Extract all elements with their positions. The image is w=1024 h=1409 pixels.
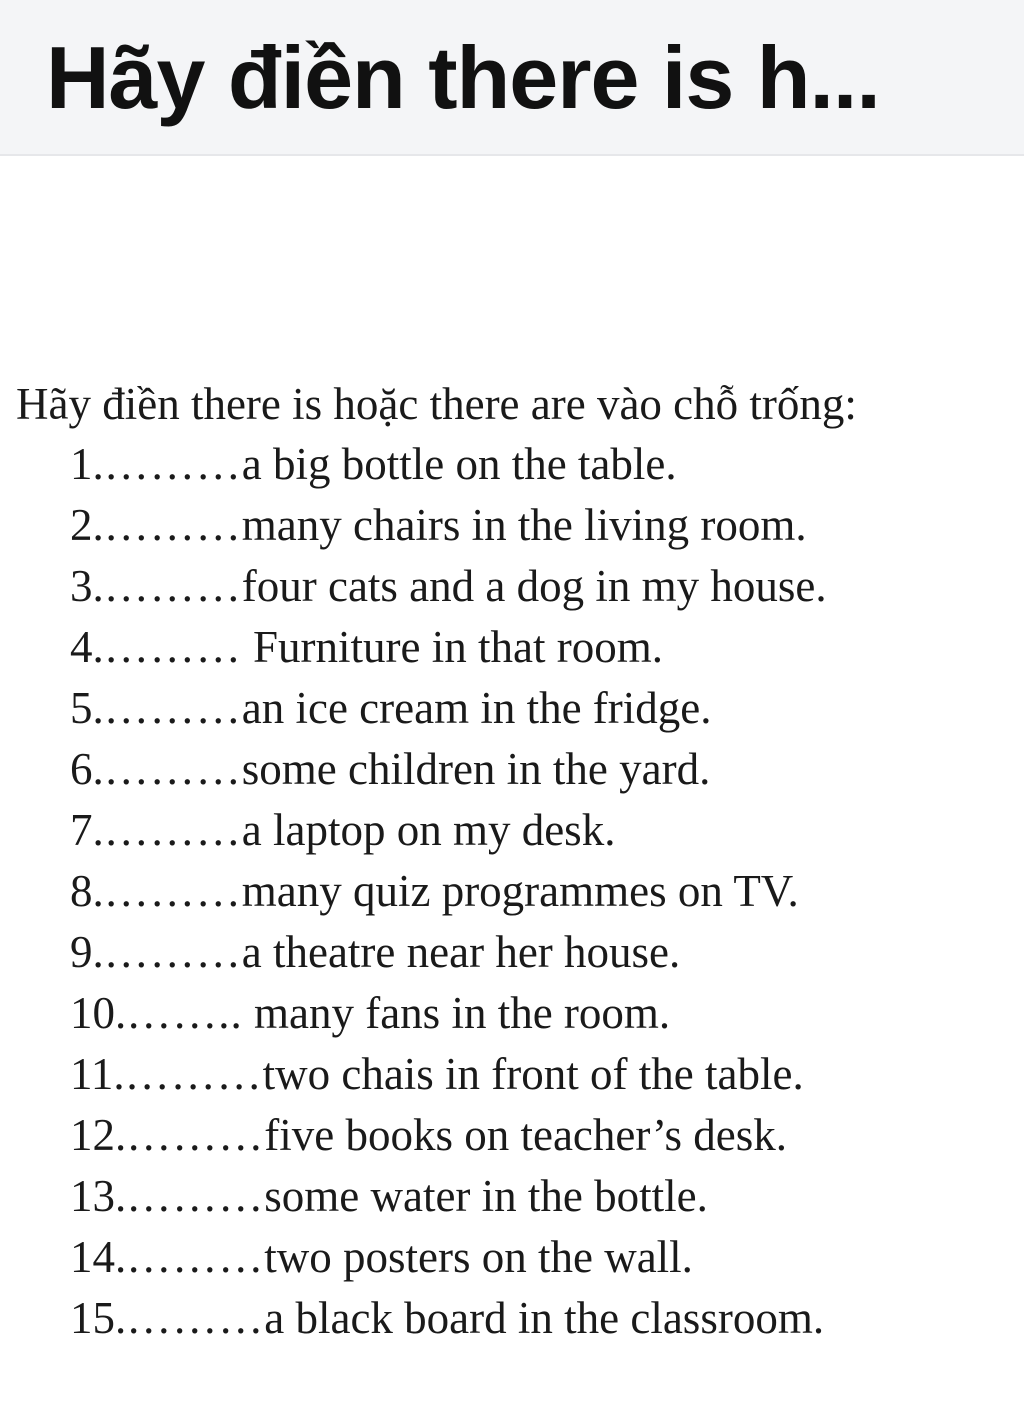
item-number: 6. (70, 744, 104, 794)
exercise-instruction: Hãy điền there is hoặc there are vào chỗ trống: (16, 379, 857, 429)
list-item (70, 1109, 787, 1161)
item-number: 12. (70, 1110, 127, 1160)
item-number: 4. (70, 622, 104, 672)
list-item (70, 1292, 824, 1344)
item-number: 10. (70, 988, 127, 1038)
item-text: many fans in the room. (242, 988, 671, 1038)
list-item (70, 560, 827, 612)
list-item (70, 621, 663, 673)
item-number: 5. (70, 683, 104, 733)
item-blank: …….. (126, 988, 243, 1038)
list-item (70, 1170, 708, 1222)
list-item (70, 987, 670, 1039)
item-number: 8. (70, 866, 104, 916)
list-item (70, 926, 680, 978)
item-text: some children in the yard. (241, 744, 711, 794)
item-text: a big bottle on the table. (241, 439, 677, 489)
item-text: a black board in the classroom. (264, 1293, 825, 1343)
item-text: an ice cream in the fridge. (241, 683, 712, 733)
item-text: five books on teacher’s desk. (264, 1110, 788, 1160)
item-blank: ……… (103, 500, 242, 550)
item-number: 9. (70, 927, 104, 977)
item-number: 14. (70, 1232, 127, 1282)
list-item (70, 865, 799, 917)
item-blank: ……… (103, 805, 242, 855)
item-text: four cats and a dog in my house. (241, 561, 827, 611)
list-item (70, 1048, 804, 1100)
item-blank: ……… (103, 683, 242, 733)
item-number: 1. (70, 439, 104, 489)
list-item (70, 743, 710, 795)
item-text: some water in the bottle. (264, 1171, 708, 1221)
item-blank: ……… (103, 927, 242, 977)
item-blank: ……… (126, 1171, 265, 1221)
list-item (70, 682, 712, 734)
item-blank: ……… (103, 622, 242, 672)
list-item (70, 438, 677, 490)
item-blank: ……… (126, 1232, 265, 1282)
item-text: many chairs in the living room. (241, 500, 807, 550)
item-number: 2. (70, 500, 104, 550)
item-blank: ……… (103, 561, 242, 611)
item-blank: ……… (126, 1110, 265, 1160)
item-blank: ……… (103, 439, 242, 489)
item-text: two chais in front of the table. (262, 1049, 804, 1099)
item-blank: ……… (103, 866, 242, 916)
item-number: 13. (70, 1171, 127, 1221)
item-number: 3. (70, 561, 104, 611)
item-blank: ……… (103, 744, 242, 794)
item-number: 7. (70, 805, 104, 855)
exercise-content (0, 156, 1024, 1409)
item-text: two posters on the wall. (264, 1232, 693, 1282)
page-header (0, 0, 1024, 156)
list-item (70, 1231, 693, 1283)
page-title: Hãy điền there is h... (46, 28, 880, 127)
item-blank: ……… (124, 1049, 263, 1099)
item-blank: ……… (126, 1293, 265, 1343)
item-text: many quiz programmes on TV. (241, 866, 799, 916)
item-number: 11. (70, 1049, 125, 1099)
item-text: Furniture in that room. (241, 622, 663, 672)
list-item (70, 499, 807, 551)
item-text: a theatre near her house. (241, 927, 681, 977)
item-text: a laptop on my desk. (241, 805, 616, 855)
item-number: 15. (70, 1293, 127, 1343)
list-item (70, 804, 615, 856)
